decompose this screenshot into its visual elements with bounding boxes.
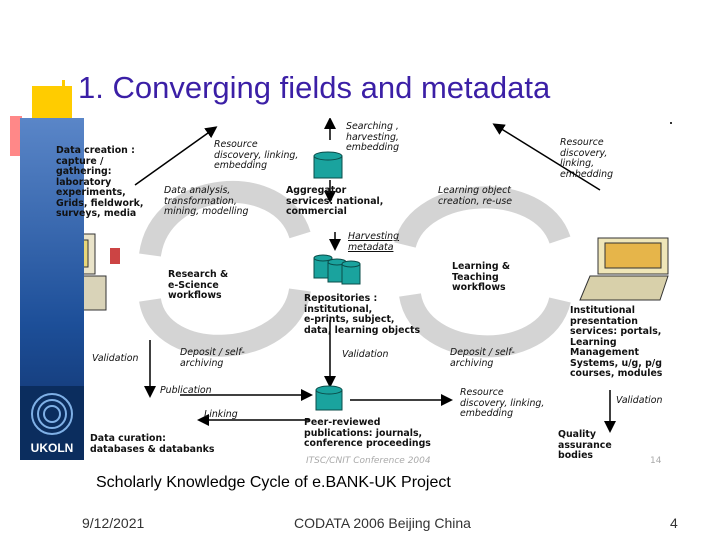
label-validation-left: Validation bbox=[92, 353, 139, 364]
label-quality: Quality assurance bodies bbox=[558, 429, 612, 461]
label-data-curation: Data curation: databases & databanks bbox=[90, 433, 215, 455]
footer-date: 9/12/2021 bbox=[82, 515, 145, 531]
label-resource-discovery-bottom: Resource discovery, linking, embedding bbox=[460, 387, 545, 419]
label-aggregator: Aggregator services: national, commercial bbox=[286, 185, 384, 217]
label-deposit-right: Deposit / self- archiving bbox=[450, 347, 515, 369]
label-learning-object: Learning object creation, re-use bbox=[438, 185, 513, 207]
laptop-icon bbox=[580, 238, 668, 300]
slide-title: 1. Converging fields and metadata bbox=[78, 70, 551, 105]
slide-caption: Scholarly Knowledge Cycle of e.BANK-UK Project bbox=[96, 474, 451, 491]
footer-page-number: 4 bbox=[670, 515, 678, 531]
label-validation-mid: Validation bbox=[342, 349, 389, 360]
label-validation-right: Validation bbox=[616, 395, 663, 406]
diagram-stamp-page: 14 bbox=[650, 456, 662, 466]
label-learning: Learning & Teaching workflows bbox=[452, 261, 510, 293]
ukoln-logo bbox=[20, 386, 84, 460]
label-research: Research & e-Science workflows bbox=[168, 269, 229, 301]
label-repositories: Repositories : institutional, e-prints, subject, data, learning objects bbox=[304, 293, 421, 336]
diagram-stamp: ITSC/CNIT Conference 2004 bbox=[306, 456, 431, 466]
label-searching: Searching , harvesting, embedding bbox=[346, 121, 400, 153]
label-resource-discovery-top: Resource discovery, linking, embedding bbox=[214, 139, 299, 171]
desktop-computer-icon bbox=[84, 234, 120, 310]
label-linking: Linking bbox=[204, 409, 238, 420]
label-institutional: Institutional presentation services: portals, Learning Management Systems, u/g, p/g courses, modules bbox=[570, 305, 663, 379]
database-icon-bottom bbox=[316, 386, 342, 410]
ukoln-logo-text: UKOLN bbox=[30, 441, 74, 455]
label-data-creation: Data creation : capture / gathering: laboratory experiments, Grids, fieldwork, surveys, media bbox=[56, 145, 144, 219]
label-resource-discovery-right: Resource discovery, linking, embedding bbox=[560, 137, 614, 180]
learning-cycle-arc-bottom bbox=[410, 295, 560, 346]
label-harvesting: Harvesting metadata bbox=[348, 231, 400, 253]
label-data-analysis: Data analysis, transformation, mining, modelling bbox=[164, 185, 249, 217]
database-icon-top bbox=[314, 152, 342, 178]
arrow-top-left bbox=[135, 128, 215, 185]
database-icon-cluster bbox=[314, 255, 360, 284]
label-publication: Publication bbox=[160, 385, 212, 396]
label-deposit-left: Deposit / self- archiving bbox=[180, 347, 245, 369]
label-peer-reviewed: Peer-reviewed publications: journals, conference proceedings bbox=[304, 417, 431, 449]
footer-event: CODATA 2006 Beijing China bbox=[294, 515, 471, 531]
